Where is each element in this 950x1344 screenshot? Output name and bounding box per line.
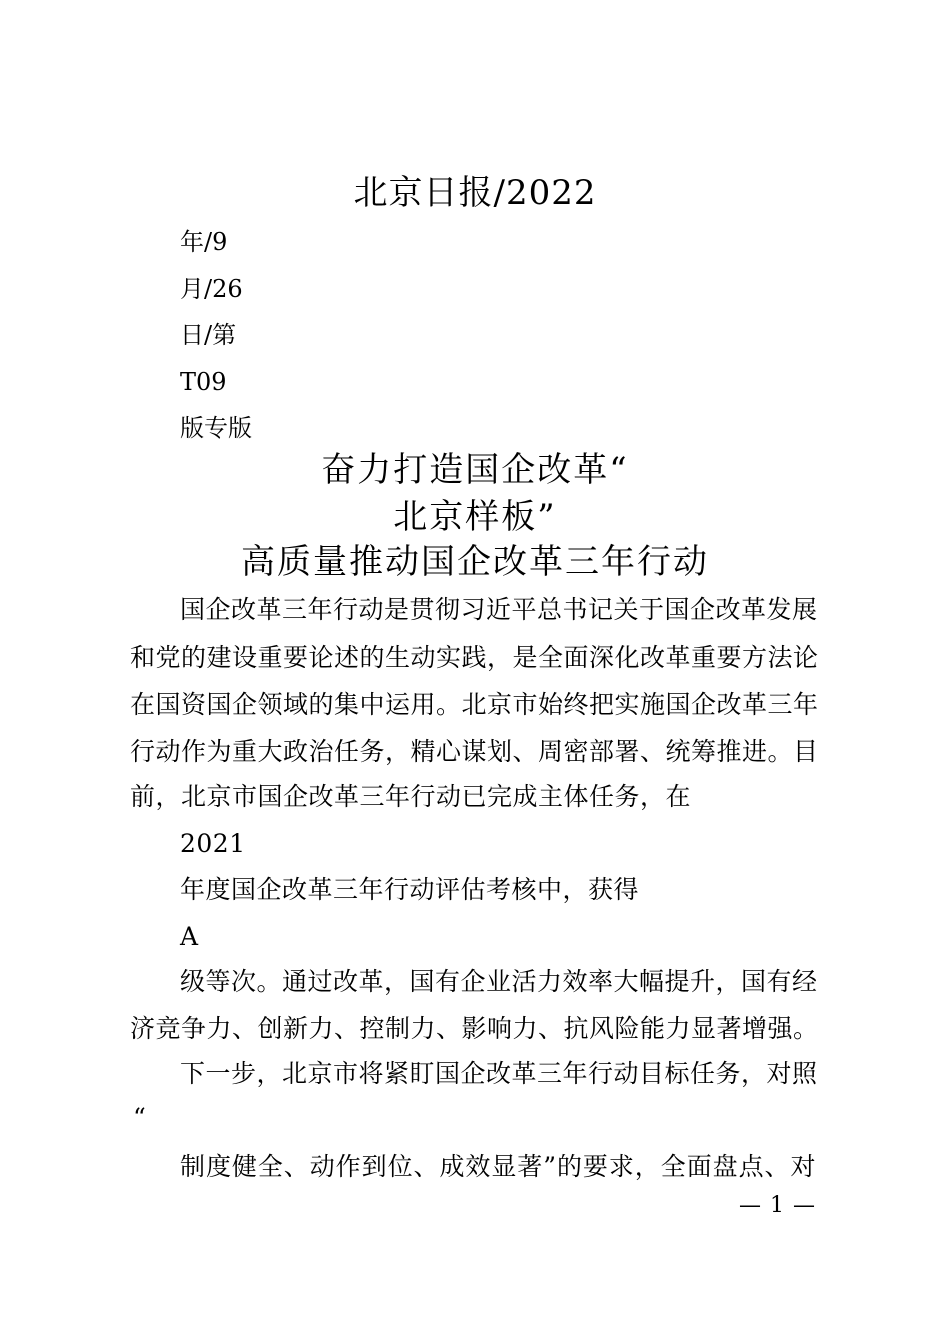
- headline-line-3: 高质量推动国企改革三年行动: [241, 542, 709, 582]
- paragraph-2: 年度国企改革三年行动评估考核中，获得: [180, 875, 640, 904]
- paragraph-1-line-5: 前，北京市国企改革三年行动已完成主体任务，在: [130, 782, 692, 811]
- paragraph-1-line-2: 和党的建设重要论述的生动实践，是全面深化改革重要方法论: [130, 643, 819, 672]
- headline-line-1: 奋力打造国企改革“: [321, 450, 629, 490]
- page-number: — 1 —: [739, 1193, 816, 1218]
- edition-number: T09: [180, 368, 227, 396]
- paragraph-1-line-1: 国企改革三年行动是贯彻习近平总书记关于国企改革发展: [180, 595, 818, 624]
- year-number: 2021: [180, 829, 246, 858]
- date-line-day: 日/第: [180, 321, 237, 349]
- paragraph-1-line-4: 行动作为重大政治任务，精心谋划、周密部署、统筹推进。目: [130, 737, 819, 766]
- grade-letter: A: [180, 922, 199, 951]
- paragraph-4: 下一步，北京市将紧盯国企改革三年行动目标任务，对照: [180, 1059, 818, 1088]
- date-line-month: 月/26: [180, 275, 243, 303]
- paragraph-3-line-1: 级等次。通过改革，国有企业活力效率大幅提升，国有经: [180, 967, 818, 996]
- open-quote-mark: “: [133, 1103, 146, 1132]
- date-line-year: 年/9: [180, 228, 228, 256]
- paragraph-5: 制度健全、动作到位、成效显著”的要求，全面盘点、对: [180, 1152, 816, 1181]
- masthead: 北京日报/2022: [353, 173, 597, 213]
- edition-label: 版专版: [180, 414, 252, 442]
- paragraph-1-line-3: 在国资国企领域的集中运用。北京市始终把实施国企改革三年: [130, 690, 819, 719]
- headline-line-2: 北京样板”: [393, 497, 557, 537]
- paragraph-3-line-2: 济竞争力、创新力、控制力、影响力、抗风险能力显著增强。: [130, 1014, 819, 1043]
